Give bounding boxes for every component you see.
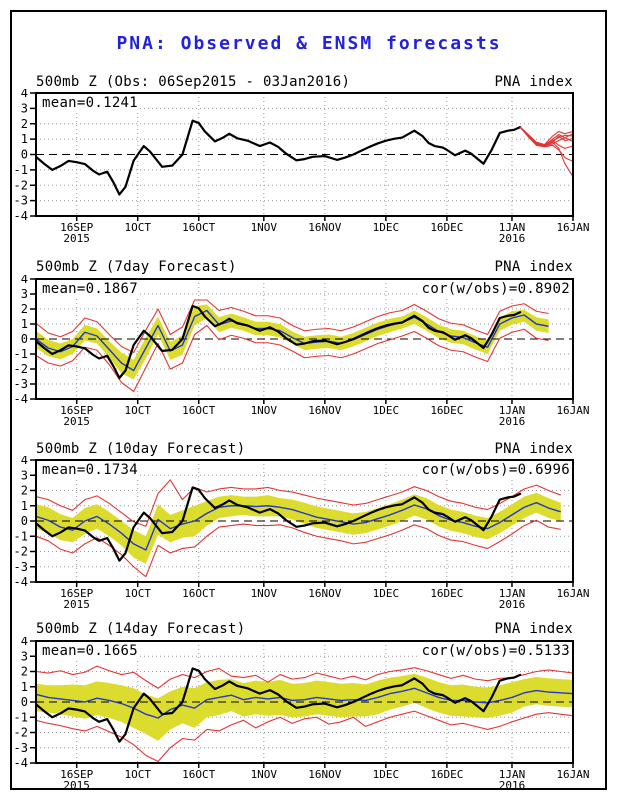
x-tick-label: 16DEC: [430, 587, 464, 600]
panel-header: [36, 74, 573, 90]
x-tick-label: 16DEC: [430, 404, 464, 417]
x-tick-label: 1OCT: [124, 587, 151, 600]
x-tick-label: 16NOV: [308, 587, 342, 600]
x-tick-label: 16NOV: [308, 404, 342, 417]
mean-label: mean=0.1241: [42, 95, 139, 111]
x-tick-label: 1NOV: [250, 768, 278, 781]
y-tick-label: 3: [20, 468, 28, 483]
x-tick-label: 1OCT: [124, 404, 151, 417]
chart-14day-forecast: [0, 637, 618, 800]
x-tick-label: 1JAN: [498, 768, 526, 781]
pna-index-label: PNA index: [494, 74, 573, 90]
x-tick-year-label: 2016: [498, 598, 526, 611]
x-tick-year-label: 2015: [63, 598, 90, 611]
y-tick-label: 2: [20, 302, 28, 316]
x-tick-label: 16SEP: [60, 404, 94, 417]
panel-title: 500mb Z (Obs: 06Sep2015 - 03Jan2016): [36, 74, 351, 90]
x-tick-label: 16DEC: [430, 221, 464, 234]
y-tick-label: 2: [20, 116, 28, 131]
panel-title: 500mb Z (10day Forecast): [36, 441, 246, 457]
observed-line: [36, 121, 520, 195]
chart-observed: [0, 89, 618, 249]
mean-label: mean=0.1867: [42, 281, 139, 297]
y-tick-label: -1: [13, 529, 28, 544]
chart-10day-forecast: [0, 456, 618, 612]
y-tick-label: 4: [20, 456, 28, 467]
x-tick-label: 1DEC: [372, 587, 400, 600]
y-tick-label: -1: [13, 162, 28, 177]
y-tick-label: 0: [20, 332, 28, 346]
x-tick-label: 16SEP: [60, 587, 94, 600]
y-tick-label: -3: [13, 740, 28, 755]
x-tick-label: 1JAN: [498, 587, 526, 600]
correlation-label: cor(w/obs)=0.5133: [421, 643, 570, 659]
y-tick-label: -4: [13, 209, 28, 223]
x-tick-label: 1OCT: [124, 221, 151, 234]
x-tick-year-label: 2015: [63, 232, 90, 245]
correlation-label: cor(w/obs)=0.8902: [421, 281, 570, 297]
x-tick-label: 1JAN: [498, 404, 526, 417]
y-tick-label: 3: [20, 649, 28, 664]
chart-7day-forecast: [0, 275, 618, 431]
x-tick-label: 1NOV: [250, 587, 278, 600]
y-tick-label: 1: [20, 679, 28, 694]
panel-header: [36, 441, 573, 457]
panel-header: [36, 259, 573, 275]
x-tick-label: 16JAN: [556, 768, 590, 781]
x-tick-year-label: 2015: [63, 779, 90, 792]
y-tick-label: 0: [20, 695, 28, 709]
x-tick-label: 1NOV: [250, 404, 278, 417]
y-tick-label: 3: [20, 287, 28, 301]
y-tick-label: 4: [20, 275, 28, 286]
y-tick-label: -3: [13, 377, 28, 391]
x-tick-label: 1JAN: [498, 221, 526, 234]
y-tick-label: 3: [20, 101, 28, 116]
x-tick-label: 1DEC: [372, 404, 400, 417]
x-tick-label: 16OCT: [182, 768, 216, 781]
plot-area: [36, 666, 573, 761]
plot-area: [36, 480, 573, 577]
x-tick-label: 16SEP: [60, 221, 94, 234]
pna-index-label: PNA index: [494, 621, 573, 637]
y-tick-label: -3: [13, 559, 28, 574]
y-tick-label: 1: [20, 132, 28, 147]
panel-title: 500mb Z (7day Forecast): [36, 259, 237, 275]
y-tick-label: 4: [20, 89, 28, 100]
x-tick-label: 1NOV: [250, 221, 278, 234]
correlation-label: cor(w/obs)=0.6996: [421, 462, 570, 478]
x-tick-label: 1DEC: [372, 221, 400, 234]
mean-label: mean=0.1665: [42, 643, 139, 659]
panel-header: [36, 621, 573, 637]
y-tick-label: 1: [20, 498, 28, 513]
x-tick-label: 16DEC: [430, 768, 464, 781]
y-tick-label: -1: [13, 347, 28, 361]
pna-index-label: PNA index: [494, 441, 573, 457]
y-tick-label: -2: [13, 362, 28, 376]
x-tick-label: 16JAN: [556, 587, 590, 600]
plot-area: [36, 121, 573, 195]
y-tick-label: -2: [13, 544, 28, 559]
y-tick-label: -2: [13, 178, 28, 193]
pna-index-label: PNA index: [494, 259, 573, 275]
plot-area: [36, 300, 573, 392]
x-tick-label: 16OCT: [182, 587, 216, 600]
x-tick-label: 16NOV: [308, 221, 342, 234]
y-tick-label: 0: [20, 514, 28, 528]
x-tick-label: 16JAN: [556, 221, 590, 234]
x-tick-label: 1DEC: [372, 768, 400, 781]
page-title: PNA: Observed & ENSM forecasts: [116, 33, 502, 54]
x-tick-label: 16JAN: [556, 404, 590, 417]
x-tick-label: 1OCT: [124, 768, 151, 781]
x-tick-label: 16NOV: [308, 768, 342, 781]
x-tick-label: 16OCT: [182, 221, 216, 234]
y-tick-label: 2: [20, 483, 28, 498]
x-tick-year-label: 2016: [498, 415, 526, 428]
x-tick-label: 16SEP: [60, 768, 94, 781]
y-tick-label: 4: [20, 637, 28, 648]
x-tick-label: 16OCT: [182, 404, 216, 417]
y-tick-label: -4: [13, 392, 28, 406]
y-tick-label: -4: [13, 575, 28, 589]
y-tick-label: 2: [20, 664, 28, 679]
x-tick-year-label: 2016: [498, 779, 526, 792]
mean-label: mean=0.1734: [42, 462, 139, 478]
y-tick-label: 0: [20, 147, 28, 162]
x-tick-year-label: 2016: [498, 232, 526, 245]
y-tick-label: -2: [13, 725, 28, 740]
y-tick-label: -4: [13, 756, 28, 770]
y-tick-label: -1: [13, 710, 28, 725]
panel-title: 500mb Z (14day Forecast): [36, 621, 246, 637]
y-tick-label: 1: [20, 317, 28, 331]
x-tick-year-label: 2015: [63, 415, 90, 428]
y-tick-label: -3: [13, 193, 28, 208]
